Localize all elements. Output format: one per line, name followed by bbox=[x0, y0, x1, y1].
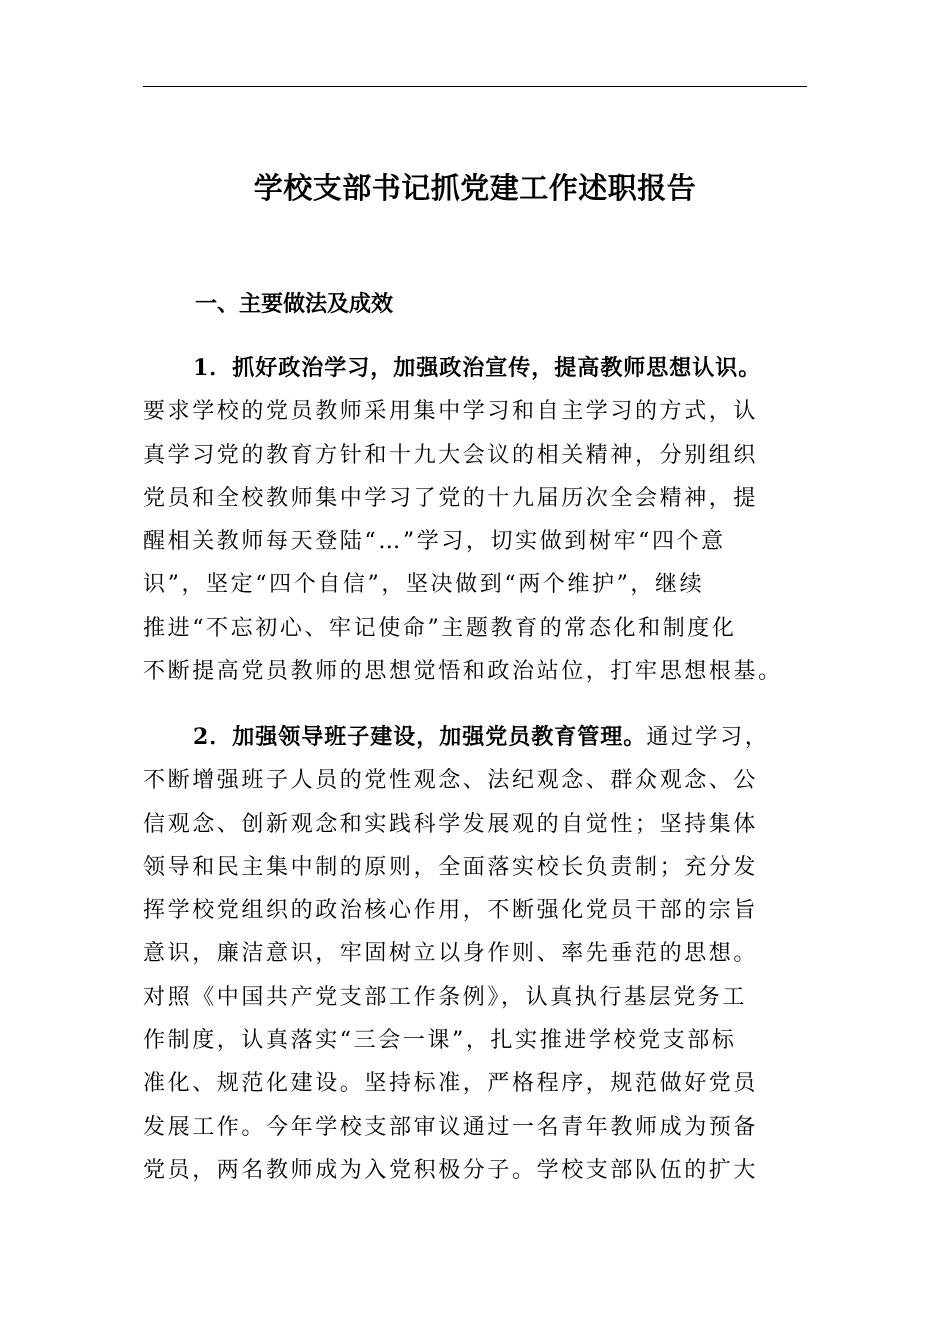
paragraph-line: 领导和民主集中制的原则，全面落实校长负责制；充分发 bbox=[143, 854, 759, 880]
paragraph-1-lead: 1．抓好政治学习，加强政治宣传，提高教师思想认识。 bbox=[193, 355, 762, 381]
paragraph-line: 发展工作。今年学校支部审议通过一名青年教师成为预备 bbox=[143, 1114, 759, 1140]
paragraph-2-lead: 2．加强领导班子建设，加强党员教育管理。 bbox=[193, 724, 647, 750]
paragraph-line: 准化、规范化建设。坚持标准，严格程序，规范做好党员 bbox=[143, 1071, 759, 1097]
paragraph-line: 意识，廉洁意识，牢固树立以身作则、率先垂范的思想。 bbox=[143, 941, 759, 967]
paragraph-2-lead-line bbox=[143, 716, 813, 759]
header-rule bbox=[143, 86, 807, 87]
paragraph-line: 醒相关教师每天登陆“…”学习，切实做到树牢“四个意 bbox=[143, 529, 726, 555]
paragraph-line: 推进“不忘初心、牢记使命”主题教育的常态化和制度化 bbox=[143, 615, 737, 641]
paragraph-line: 挥学校党组织的政治核心作用，不断强化党员干部的宗旨 bbox=[143, 898, 759, 924]
paragraph-line: 作制度，认真落实“三会一课”，扎实推进学校党支部标 bbox=[143, 1028, 737, 1054]
paragraph-line: 对照《中国共产党支部工作条例》，认真执行基层党务工 bbox=[143, 984, 748, 1010]
document-title: 学校支部书记抓党建工作述职报告 bbox=[253, 171, 697, 205]
paragraph-line: 信观念、创新观念和实践科学发展观的自觉性；坚持集体 bbox=[143, 811, 759, 837]
paragraph-line: 识”，坚定“四个自信”，坚决做到“两个维护”，继续 bbox=[143, 572, 705, 598]
paragraph-line: 党员，两名教师成为入党积极分子。学校支部队伍的扩大 bbox=[143, 1157, 759, 1183]
paragraph-line: 党员和全校教师集中学习了党的十九届历次全会精神，提 bbox=[143, 485, 759, 511]
paragraph-1-lead-line bbox=[143, 347, 813, 390]
paragraph-line: 要求学校的党员教师采用集中学习和自主学习的方式，认 bbox=[143, 399, 759, 425]
paragraph-line: 真学习党的教育方针和十九大会议的相关精神，分别组织 bbox=[143, 442, 759, 468]
section-heading: 一、主要做法及成效 bbox=[195, 291, 394, 317]
paragraph-2-lead-tail: 通过学习， bbox=[646, 725, 770, 750]
paragraph-2 bbox=[143, 716, 813, 1192]
paragraph-line: 不断提高党员教师的思想觉悟和政治站位，打牢思想根基。 bbox=[143, 659, 783, 685]
paragraph-1 bbox=[143, 347, 813, 693]
paragraph-line: 不断增强班子人员的党性观念、法纪观念、群众观念、公 bbox=[143, 768, 759, 794]
